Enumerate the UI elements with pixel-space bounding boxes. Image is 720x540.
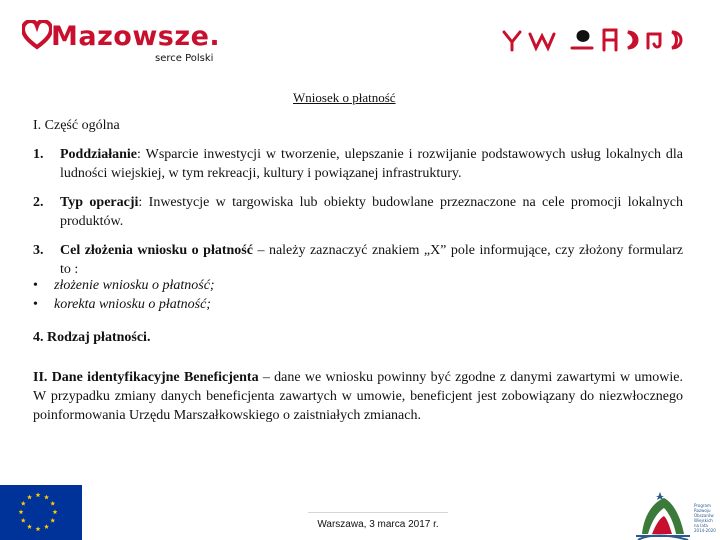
prow-line: Program	[694, 503, 711, 508]
item-label: Typ operacji	[60, 195, 139, 210]
item-label: Cel złożenia wniosku o płatność	[60, 243, 253, 258]
section-beneficiary-text: – dane we wniosku powinny być zgodne z danymi zawartymi w umowie. W przypadku zmiany danych beneficjenta zawartych w umowie, beneficjent jest zobowiązany do niezwłocznego poinformowania Urzędu Marszałkowskiego o zaistniałych zmianach.	[33, 370, 683, 423]
item-body: : Wsparcie inwestycji w tworzenie, ulepszanie i rozwijanie podstawowych usług lokalnych dla ludności wiejskiej, w tym rekreacji, kultury i powiązanej infrastruktury.	[60, 147, 683, 181]
item-text	[60, 145, 683, 183]
decorative-ornament-icon	[500, 26, 690, 54]
section-beneficiary-label: II. Dane identyfikacyjne Beneficjenta	[33, 370, 259, 385]
bullet-item	[33, 297, 211, 313]
prow-line: na lata	[694, 523, 708, 528]
mazowsze-logo	[22, 20, 232, 66]
bullet-item	[33, 278, 215, 294]
item-label: Poddziałanie	[60, 147, 138, 162]
section-heading-payment-type: 4. Rodzaj płatności.	[33, 330, 151, 345]
item-body: – należy zaznaczyć znakiem „X” pole informujące, czy złożony formularz to :	[60, 243, 683, 277]
section-beneficiary	[33, 368, 683, 425]
footer-divider	[308, 512, 448, 513]
item-number: 1.	[33, 147, 44, 162]
item-number: 3.	[33, 243, 44, 258]
heart-icon	[22, 20, 52, 50]
logo-text: Mazowsze.	[51, 21, 221, 52]
prow-line: Wiejskich	[694, 518, 713, 523]
bullet-text: korekta wniosku o płatność;	[54, 297, 211, 312]
prow-line: Obszarów	[694, 513, 714, 518]
item-text	[60, 193, 683, 231]
bullet-text: złożenie wniosku o płatność;	[54, 278, 215, 293]
item-text	[60, 241, 683, 279]
list-item	[33, 193, 683, 231]
logo-wordmark	[22, 20, 220, 54]
bullet-dot: •	[33, 278, 38, 293]
prow-line: 2014-2020	[694, 528, 716, 533]
item-body: : Inwestycje w targowiska lub obiekty budowlane przeznaczone na cele promocji lokalnych produktów.	[60, 195, 683, 229]
eu-flag-icon	[0, 485, 82, 540]
prow-text	[694, 503, 720, 533]
list-item	[33, 145, 683, 183]
prow-line: Rozwoju	[694, 508, 711, 513]
footer-date: Warszawa, 3 marca 2017 r.	[317, 519, 439, 530]
logo-tagline: serce Polski	[155, 53, 214, 64]
bullet-dot: •	[33, 297, 38, 312]
item-number: 2.	[33, 195, 44, 210]
page-title: Wniosek o płatność	[293, 90, 396, 105]
section-heading-general: I. Część ogólna	[33, 118, 120, 133]
list-item	[33, 241, 683, 279]
